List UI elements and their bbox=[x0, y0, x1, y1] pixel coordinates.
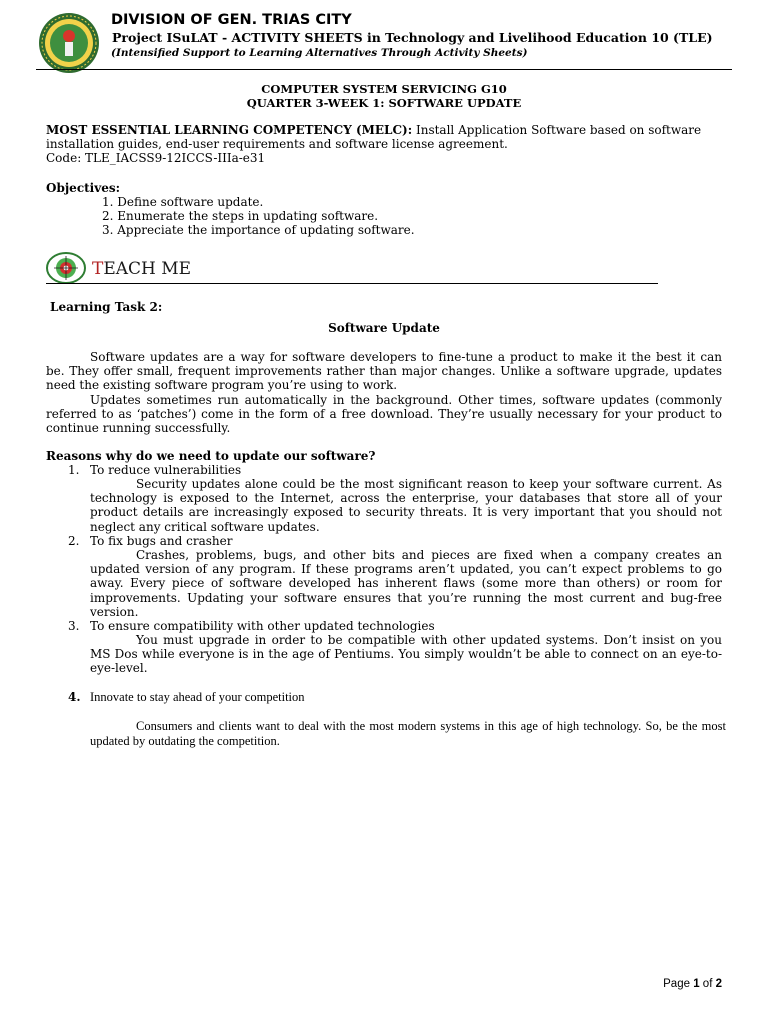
reason-number: 3. bbox=[68, 619, 80, 633]
intro-paragraph-2: Updates sometimes run automatically in the background. Other times, software updates (commonly referred to as ‘patches’) come in the form of a free download. They’re usually necessary for your product to continue running successfully. bbox=[46, 392, 722, 436]
teach-me-heading bbox=[92, 259, 191, 279]
objective-item: 1. Define software update. bbox=[102, 195, 264, 209]
objectives-heading: Objectives: bbox=[46, 181, 121, 195]
reason-title: Innovate to stay ahead of your competition bbox=[90, 690, 305, 704]
reason-body: Security updates alone could be the most significant reason to keep your software current. As technology is exposed to the Internet, across the enterprise, your databases that store all of your product details are increasingly exposed to security threats. It is very important that you should not neglect any critical software updates. bbox=[90, 477, 722, 534]
teach-me-divider bbox=[46, 283, 658, 284]
objective-item: 3. Appreciate the importance of updating software. bbox=[102, 223, 415, 238]
melc-code: Code: TLE_IACSS9-12ICCS-IIIa-e31 bbox=[46, 151, 266, 166]
of-word: of bbox=[699, 978, 716, 990]
reason-body: Consumers and clients want to deal with the most modern systems in this age of high technology. So, be the most updated by outdating the competition. bbox=[90, 719, 726, 748]
reason-number: 2. bbox=[68, 534, 80, 548]
intro-paragraph-1: Software updates are a way for software developers to fine-tune a product to make it the best it can be. They offer small, frequent improvements rather than major changes. Unlike a software upgrade, updates need the existing software program you’re using to work. bbox=[46, 350, 722, 393]
target-icon bbox=[46, 252, 86, 284]
reason-number: 1. bbox=[68, 463, 80, 477]
division-seal-logo bbox=[38, 12, 100, 74]
section-heading: Software Update bbox=[328, 321, 440, 335]
melc-label: MOST ESSENTIAL LEARNING COMPETENCY (MELC): bbox=[46, 123, 413, 137]
teach-me-rest: EACH ME bbox=[103, 259, 192, 279]
reasons-heading: Reasons why do we need to update our software? bbox=[46, 449, 376, 463]
subject-title: COMPUTER SYSTEM SERVICING G10 bbox=[261, 82, 507, 96]
project-title: Project ISuLAT - ACTIVITY SHEETS in Technology and Livelihood Education 10 (TLE) bbox=[112, 30, 713, 45]
melc-text: Install Application Software based on software installation guides, end-user requirements and software license agreement. bbox=[46, 123, 702, 152]
reason-title: To ensure compatibility with other updated technologies bbox=[90, 619, 435, 633]
intro-text bbox=[46, 350, 722, 435]
current-page: 1 bbox=[693, 978, 700, 990]
teach-me-initial: T bbox=[92, 259, 104, 279]
reason-title: To fix bugs and crasher bbox=[90, 534, 233, 548]
reason-body: You must upgrade in order to be compatible with other updated systems. Don’t insist on you MS Dos while everyone is in the age of Pentiums. You simply wouldn’t be able to connect on an eye-to-eye-level. bbox=[90, 633, 722, 676]
division-name: DIVISION OF GEN. TRIAS CITY bbox=[111, 12, 352, 28]
header-divider bbox=[36, 69, 732, 70]
week-title: QUARTER 3-WEEK 1: SOFTWARE UPDATE bbox=[246, 96, 522, 110]
learning-task-label: Learning Task 2: bbox=[50, 300, 163, 314]
reason-body: Crashes, problems, bugs, and other bits and pieces are fixed when a company creates an updated version of any program. If these programs aren’t updated, you can’t expect problems to go away. Every piece of software developed has inherent flaws (some more than others) or room for improvements. Updating your software ensures that you’re running the most current and bug-free version. bbox=[90, 548, 722, 619]
total-pages: 2 bbox=[715, 978, 722, 990]
melc-block bbox=[46, 123, 726, 166]
objectives-list bbox=[102, 195, 415, 238]
page-indicator bbox=[663, 978, 722, 990]
objective-item: 2. Enumerate the steps in updating software. bbox=[102, 209, 379, 224]
project-subtitle: (Intensified Support to Learning Alternatives Through Activity Sheets) bbox=[111, 47, 528, 59]
page-word: Page bbox=[663, 978, 694, 990]
reason-title: To reduce vulnerabilities bbox=[90, 463, 242, 477]
reason-number: 4. bbox=[68, 690, 81, 704]
